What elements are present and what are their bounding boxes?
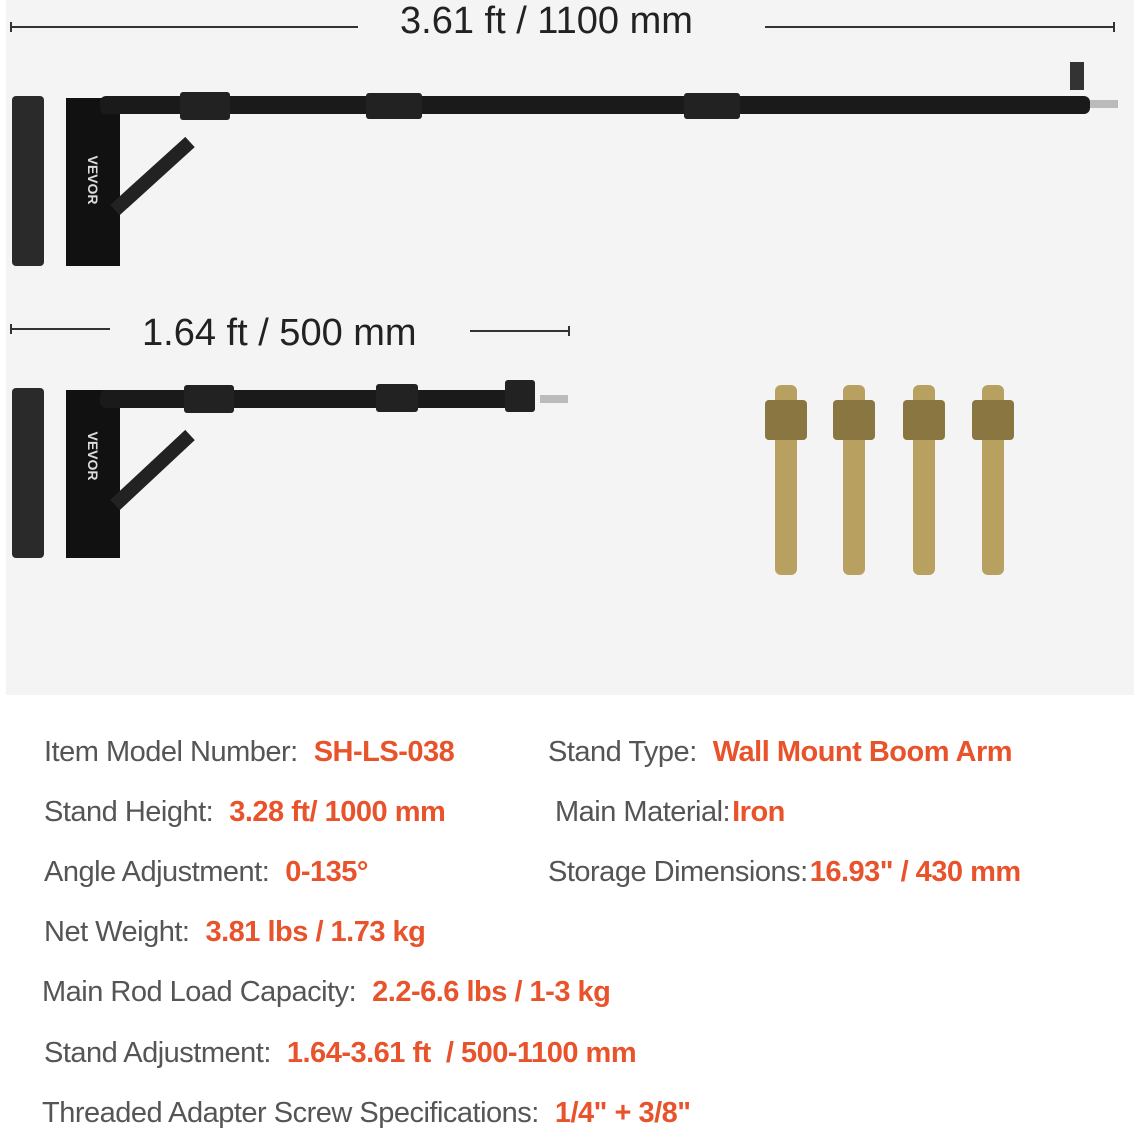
spec-stand-height: Stand Height: 3.28 ft/ 1000 mm bbox=[44, 796, 446, 828]
spec-main-material: Main Material:Iron bbox=[555, 796, 785, 828]
spec-load-capacity: Main Rod Load Capacity: 2.2-6.6 lbs / 1-3 kg bbox=[42, 976, 611, 1008]
extended-length-label: 3.61 ft / 1100 mm bbox=[400, 0, 693, 42]
spec-model-number: Item Model Number: SH-LS-038 bbox=[44, 736, 455, 768]
spec-stand-type: Stand Type: Wall Mount Boom Arm bbox=[548, 736, 1013, 768]
spec-stand-adjustment: Stand Adjustment: 1.64-3.61 ft / 500-1100 mm bbox=[44, 1037, 637, 1069]
brand-logo: VEVOR bbox=[85, 155, 101, 205]
collapsed-length-label: 1.64 ft / 500 mm bbox=[142, 312, 417, 354]
spec-net-weight: Net Weight: 3.81 lbs / 1.73 kg bbox=[44, 916, 426, 948]
spec-storage-dimensions: Storage Dimensions:16.93" / 430 mm bbox=[548, 856, 1021, 888]
expansion-anchor-bolts bbox=[775, 385, 1004, 575]
spec-angle-adjustment: Angle Adjustment: 0-135° bbox=[44, 856, 369, 888]
spec-adapter-screw: Threaded Adapter Screw Specifications: 1/4" + 3/8" bbox=[42, 1097, 691, 1129]
extended-boom-arm bbox=[12, 62, 1118, 266]
brand-logo: VEVOR bbox=[85, 431, 101, 481]
